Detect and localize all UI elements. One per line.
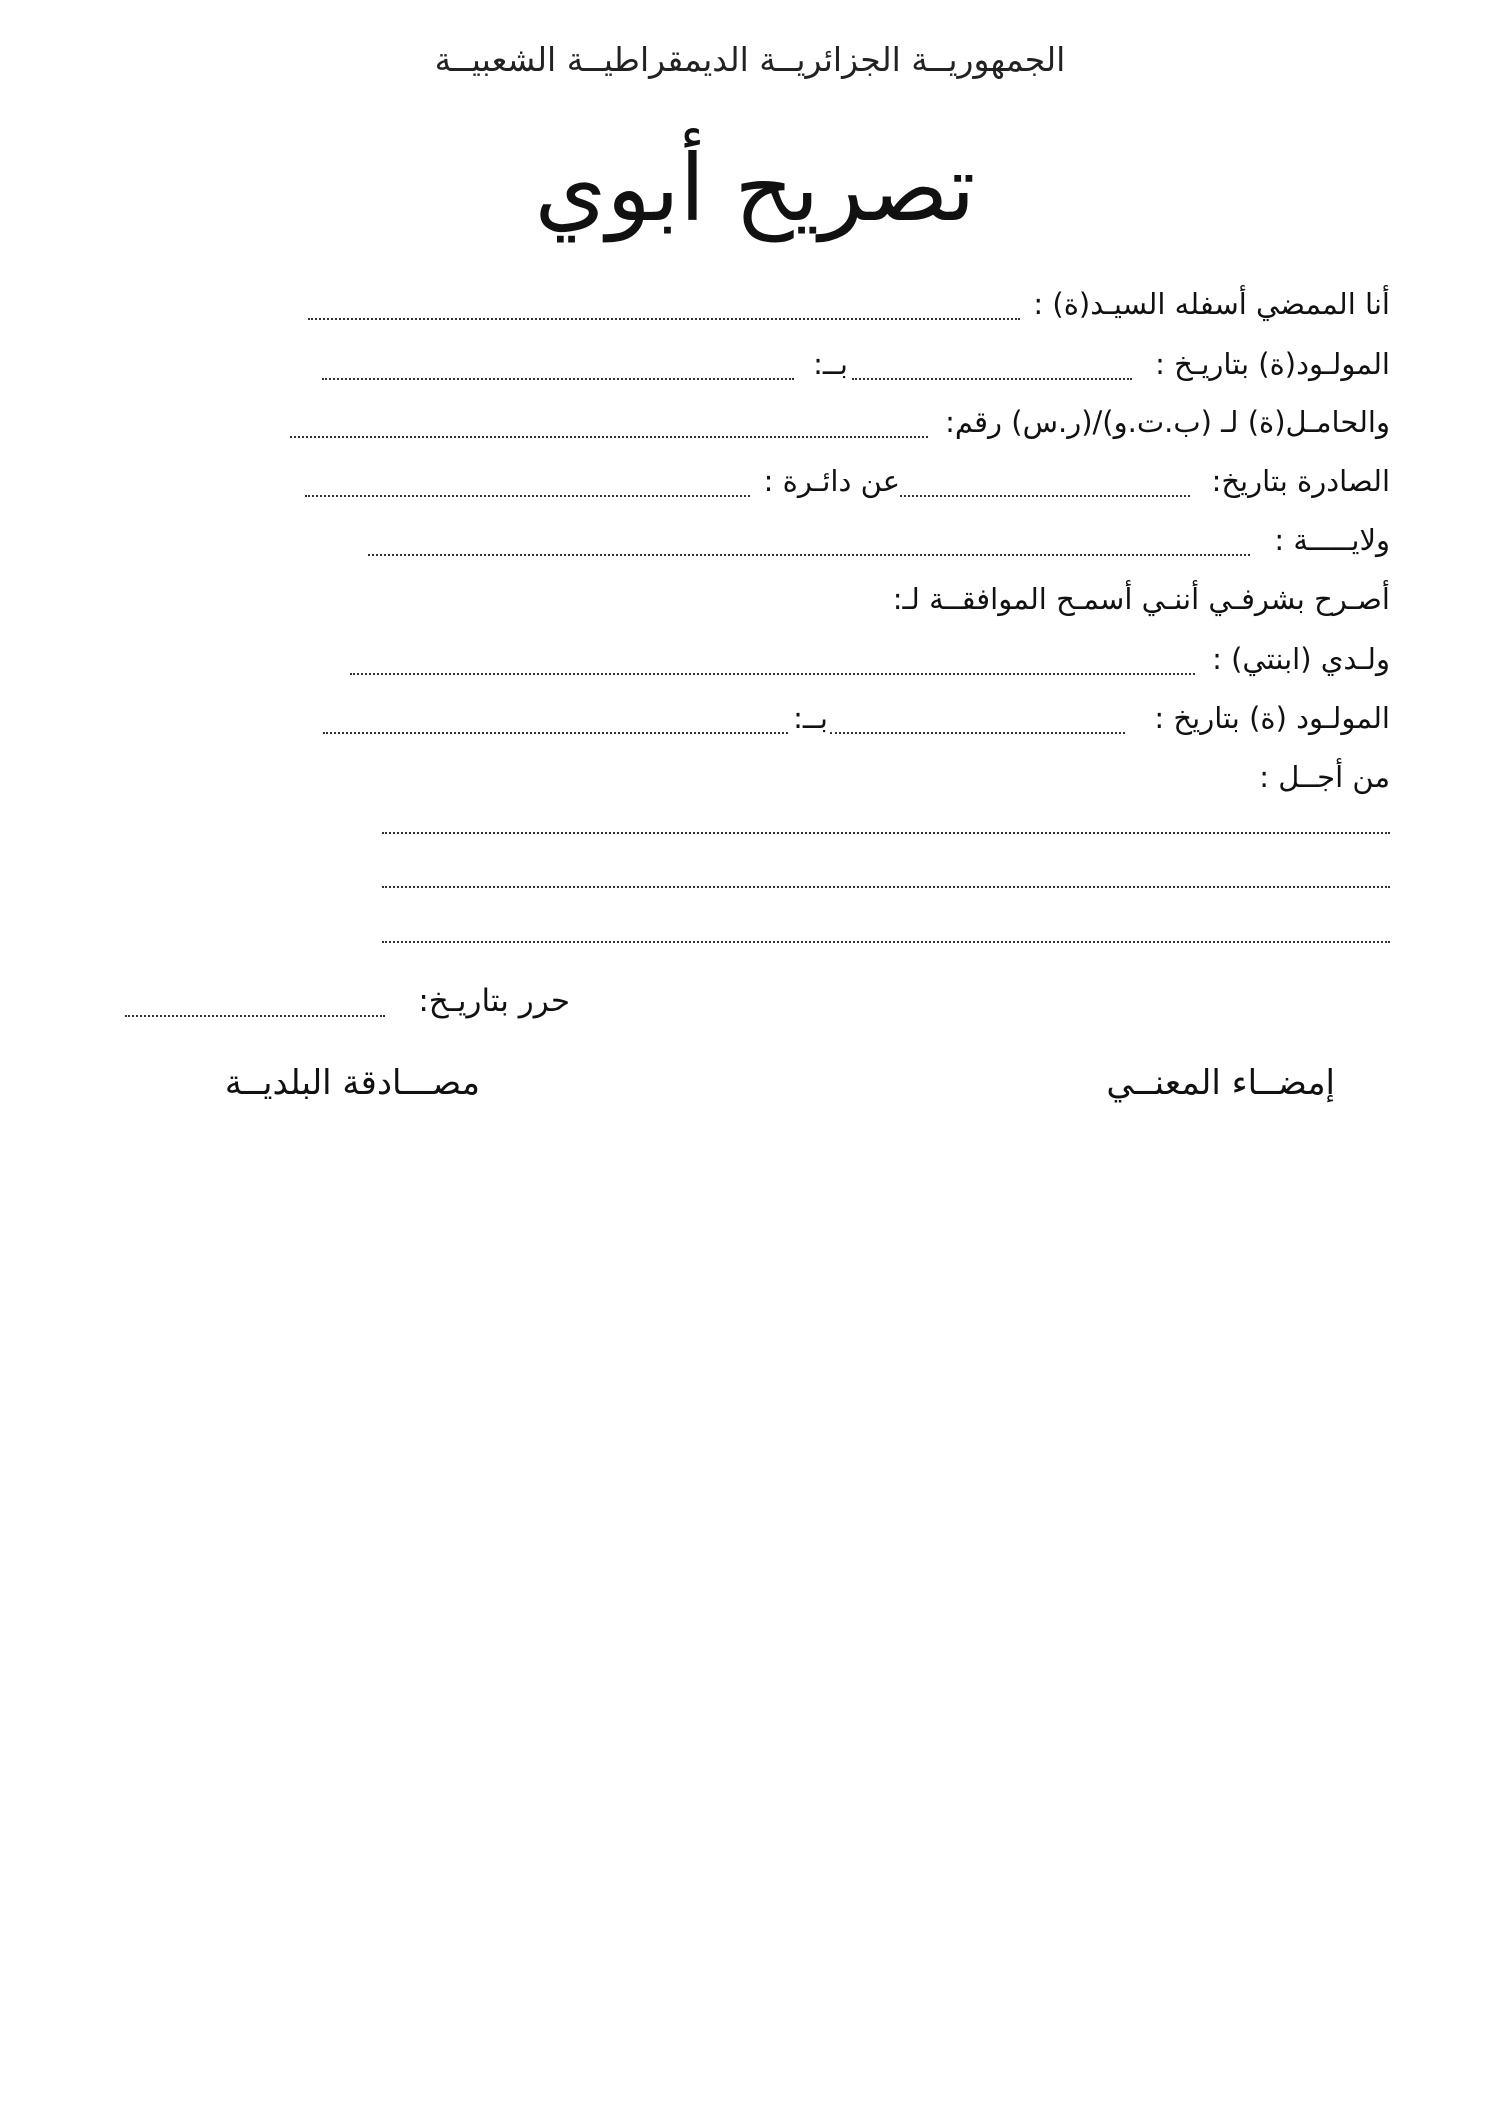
- purpose-line-2[interactable]: [382, 886, 1390, 888]
- written-on-date-field[interactable]: [125, 1015, 385, 1017]
- id-number-label: والحامـل(ة) لـ (ب.ت.و)/(ر.س) رقم:: [945, 405, 1390, 439]
- purpose-line-3[interactable]: [382, 941, 1390, 943]
- written-on-label: حرر بتاريـخ:: [418, 983, 570, 1019]
- municipality-label: مصـــادقة البلديــة: [224, 1063, 480, 1103]
- document-title: تصريح أبوي: [534, 135, 976, 242]
- purpose-label: من أجــل :: [1259, 760, 1390, 794]
- birth-place-label: بــ:: [813, 347, 848, 381]
- child-name-field[interactable]: [350, 673, 1195, 675]
- birth-place-field[interactable]: [322, 378, 794, 380]
- id-number-field[interactable]: [290, 436, 928, 438]
- birth-date-label: المولـود(ة) بتاريـخ :: [1155, 347, 1390, 381]
- province-field[interactable]: [368, 554, 1250, 556]
- child-birth-date-label: المولـود (ة) بتاريخ :: [1154, 701, 1390, 735]
- signer-name-field[interactable]: [308, 318, 1020, 320]
- republic-header: الجمهوريــة الجزائريــة الديمقراطيــة الشعبيــة: [434, 40, 1066, 79]
- signer-label: أنا الممضي أسفله السيـد(ة) :: [1033, 287, 1390, 321]
- purpose-line-1[interactable]: [382, 832, 1390, 834]
- child-label: ولـدي (ابنتي) :: [1212, 642, 1390, 676]
- declaration-text: أصـرح بشرفـي أننـي أسمـح الموافقــة لـ:: [892, 582, 1390, 616]
- issued-date-field[interactable]: [900, 495, 1190, 497]
- issued-district-field[interactable]: [305, 495, 750, 497]
- birth-date-field[interactable]: [852, 378, 1132, 380]
- issued-district-label: عن دائـرة :: [763, 464, 900, 498]
- signature-label: إمضــاء المعنــي: [1106, 1063, 1335, 1103]
- child-birth-place-field[interactable]: [323, 732, 788, 734]
- issued-date-label: الصادرة بتاريخ:: [1211, 464, 1390, 498]
- child-birth-date-field[interactable]: [830, 732, 1125, 734]
- child-birth-place-label: بــ:: [793, 701, 828, 735]
- province-label: ولايـــــة :: [1274, 523, 1390, 557]
